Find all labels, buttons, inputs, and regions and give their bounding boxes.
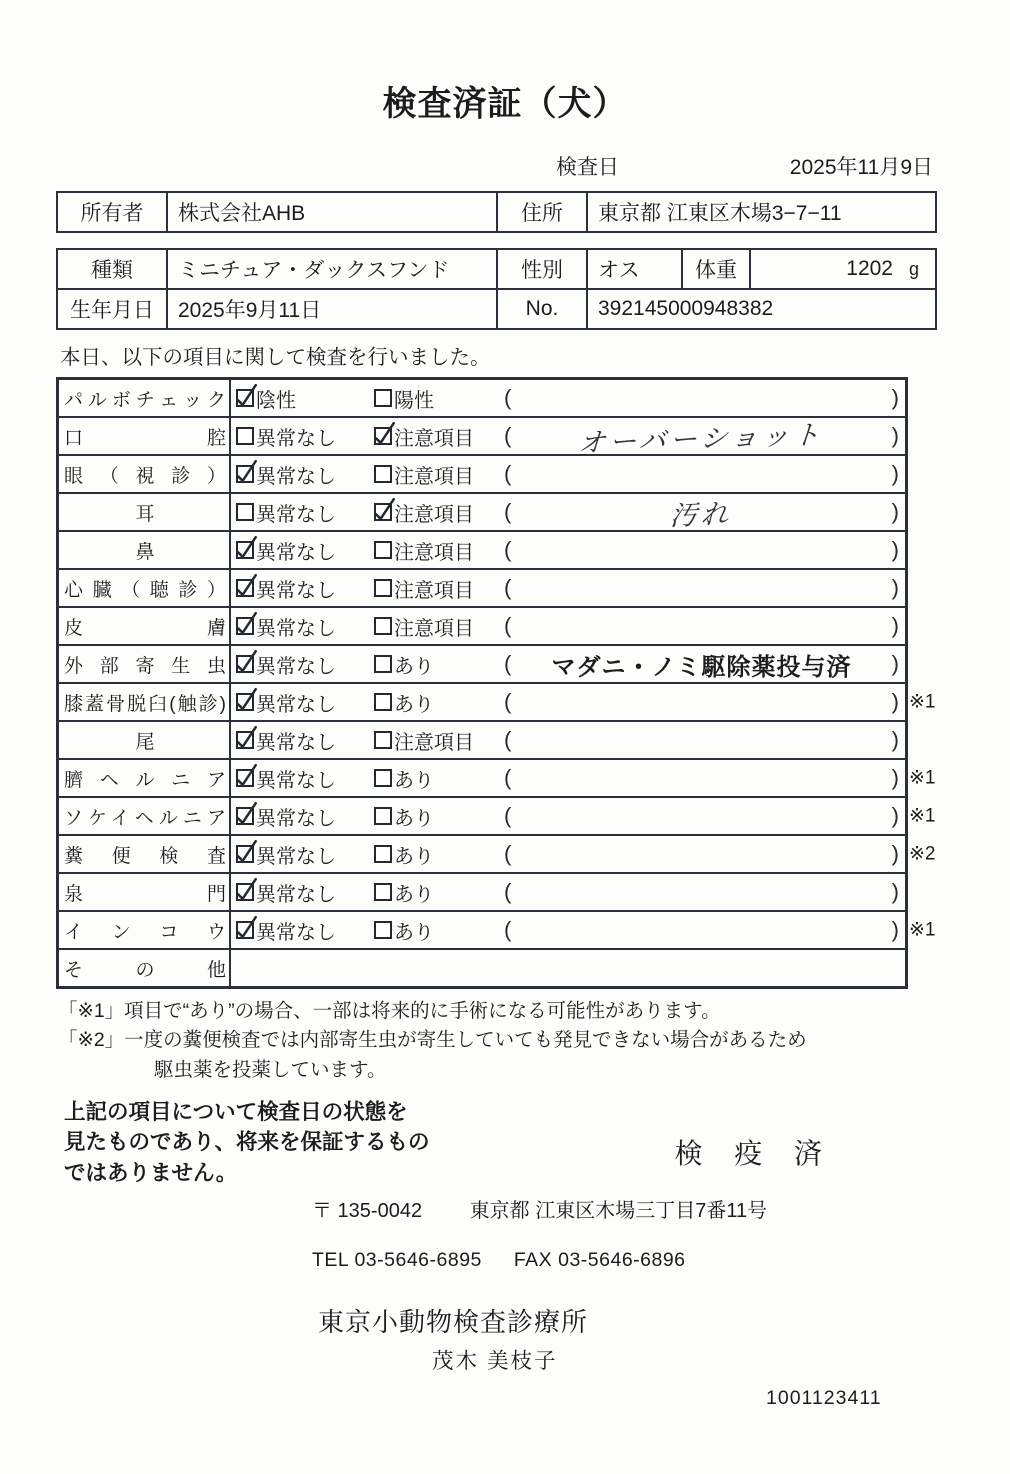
checklist-item-label-cell: [59, 798, 231, 834]
checkbox-icon: [236, 617, 254, 635]
option-2-label: あり: [394, 769, 434, 792]
option-1: [236, 726, 374, 755]
checklist-row: [59, 492, 905, 530]
option-2-label: 陽性: [394, 389, 434, 412]
option-2-label: あり: [394, 693, 434, 716]
checklist-item-label: 外部寄生虫: [64, 655, 226, 677]
checkmark-icon: [236, 725, 258, 749]
checklist-item-label-cell: [59, 722, 231, 758]
remarks-field: [502, 461, 905, 487]
serial-number: 1001123411: [766, 1387, 882, 1410]
checklist-item-label-cell: [59, 760, 231, 796]
option-2: [374, 498, 502, 527]
option-2-label: 注意項目: [394, 427, 474, 450]
footnote-2: 「※2」一度の糞便検査では内部寄生虫が寄生していても発見できない場合があるため: [58, 1029, 807, 1052]
disclaimer-line-1: 上記の項目について検査日の状態を: [64, 1099, 408, 1124]
option-1: [236, 574, 374, 603]
option-1: [236, 840, 374, 869]
option-1-label: 異常なし: [256, 465, 336, 488]
checklist-item-label: 口腔: [64, 427, 226, 449]
option-2: [374, 726, 502, 755]
close-paren: ): [891, 613, 899, 638]
option-1-label: 異常なし: [256, 579, 336, 602]
option-2: [374, 650, 502, 679]
checklist-row-body: [231, 494, 905, 530]
owner-row: [57, 192, 936, 232]
checkbox-icon: [374, 731, 392, 749]
checkmark-icon: [374, 497, 396, 521]
checklist-item-label-cell: [59, 912, 231, 948]
option-1: [236, 688, 374, 717]
checklist-row: [59, 568, 905, 606]
option-1: [236, 422, 374, 451]
weight-value-cell: [750, 249, 936, 289]
close-paren: ): [891, 917, 899, 942]
open-paren: (: [504, 651, 512, 676]
checklist-table: [56, 377, 936, 989]
option-1-label: 異常なし: [256, 845, 336, 868]
option-1-label: 異常なし: [256, 769, 336, 792]
option-2: [374, 802, 502, 831]
checklist-row: [59, 380, 905, 416]
checkbox-icon: [374, 807, 392, 825]
remarks-field: [502, 493, 905, 532]
option-2-label: 注意項目: [394, 731, 474, 754]
open-paren: (: [504, 917, 512, 942]
open-paren: (: [504, 385, 512, 410]
checklist-row-body: [231, 836, 905, 872]
checkmark-icon: [236, 763, 258, 787]
open-paren: (: [504, 841, 512, 866]
owner-label: 所有者: [57, 192, 167, 232]
close-paren: ): [891, 499, 899, 524]
checkmark-icon: [236, 687, 258, 711]
open-paren: (: [504, 803, 512, 828]
open-paren: (: [504, 537, 512, 562]
option-1-label: 陰性: [256, 389, 296, 412]
checklist-item-label-cell: [59, 684, 231, 720]
remarks-field: [502, 765, 905, 791]
option-1: [236, 612, 374, 641]
option-2: [374, 878, 502, 907]
option-1-label: 異常なし: [256, 541, 336, 564]
microchip-no-label: No.: [497, 289, 587, 329]
inspection-date-label: 検査日: [556, 156, 619, 179]
checklist-row-body: [231, 760, 905, 796]
option-2-label: あり: [394, 845, 434, 868]
inspection-date-row: [56, 151, 937, 181]
option-1: [236, 802, 374, 831]
disclaimer-line-3: ではありません。: [64, 1160, 238, 1185]
reference-mark: ※2: [909, 843, 936, 865]
option-2-label: あり: [394, 807, 434, 830]
checklist-item-label: インコウ: [64, 921, 226, 943]
clinic-tel: TEL 03-5646-6895: [312, 1249, 482, 1272]
checklist-row: [59, 834, 936, 872]
checklist-item-label: その他: [64, 959, 226, 981]
checklist-row-body: [231, 532, 905, 568]
checkmark-icon: [236, 535, 258, 559]
open-paren: (: [504, 575, 512, 600]
checklist-item-label-cell: [59, 608, 231, 644]
close-paren: ): [891, 423, 899, 448]
checkmark-icon: [236, 459, 258, 483]
checkmark-icon: [236, 839, 258, 863]
checklist-row: [59, 948, 905, 986]
checklist-row-body: [231, 380, 905, 416]
close-paren: ): [891, 689, 899, 714]
checkbox-icon: [236, 845, 254, 863]
option-2: [374, 460, 502, 489]
close-paren: ): [891, 651, 899, 676]
checklist-row-body: [231, 722, 905, 758]
microchip-no-value: 392145000948382: [587, 289, 936, 329]
remarks-field: [502, 647, 905, 682]
checkbox-icon: [374, 503, 392, 521]
birthdate-label: 生年月日: [57, 289, 167, 329]
open-paren: (: [504, 499, 512, 524]
option-1: [236, 764, 374, 793]
checkbox-icon: [374, 541, 392, 559]
clinic-name: 東京小動物検査診療所: [318, 1307, 589, 1338]
close-paren: ): [891, 575, 899, 600]
option-1-label: 異常なし: [256, 807, 336, 830]
checklist-item-label-cell: [59, 494, 231, 530]
close-paren: ): [891, 727, 899, 752]
option-2: [374, 536, 502, 565]
checkbox-icon: [236, 807, 254, 825]
checkbox-icon: [374, 883, 392, 901]
breed-label: 種類: [57, 249, 167, 289]
open-paren: (: [504, 727, 512, 752]
sex-value: オス: [587, 249, 682, 289]
checklist-row: [59, 682, 936, 720]
footnotes: [58, 997, 1010, 1085]
option-2: [374, 688, 502, 717]
weight-value: 1202: [846, 257, 893, 280]
option-1: [236, 498, 374, 527]
checklist-item-label: パルボチェック: [64, 389, 226, 411]
owner-value: 株式会社AHB: [167, 192, 497, 232]
animal-table: [56, 248, 937, 330]
remarks-text: マダニ・ノミ駆除薬投与済: [551, 653, 852, 681]
option-1: [236, 878, 374, 907]
checklist-item-label: 泉門: [64, 883, 226, 905]
checklist-row: [59, 454, 905, 492]
checklist-item-label-cell: [59, 570, 231, 606]
checkbox-icon: [236, 769, 254, 787]
checkmark-icon: [236, 383, 258, 407]
checklist-item-label-cell: [59, 836, 231, 872]
checkbox-icon: [374, 579, 392, 597]
close-paren: ): [891, 803, 899, 828]
checklist-item-label: ソケイヘルニア: [64, 807, 226, 829]
checklist-item-label: 膝蓋骨脱臼(触診): [64, 693, 226, 715]
checklist-row-body: [231, 798, 905, 834]
option-2: [374, 764, 502, 793]
checkmark-icon: [236, 877, 258, 901]
birthdate-value: 2025年9月11日: [167, 289, 497, 329]
option-2-label: 注意項目: [394, 617, 474, 640]
option-2-label: あり: [394, 883, 434, 906]
checkbox-icon: [374, 389, 392, 407]
close-paren: ): [891, 385, 899, 410]
clinic-fax: FAX 03-5646-6896: [513, 1249, 686, 1272]
reference-mark: ※1: [909, 767, 936, 789]
open-paren: (: [504, 423, 512, 448]
reference-mark: ※1: [909, 691, 936, 713]
checklist-row-body: [231, 456, 905, 492]
checklist-item-label-cell: [59, 646, 231, 682]
checkbox-icon: [236, 655, 254, 673]
option-1: [236, 460, 374, 489]
checkbox-icon: [236, 693, 254, 711]
checkmark-icon: [236, 801, 258, 825]
remarks-field: [502, 613, 905, 639]
checkbox-icon: [374, 921, 392, 939]
checklist-item-label: 糞便検査: [64, 845, 226, 867]
footnote-1: 「※1」項目で“あり”の場合、一部は将来的に手術になる可能性があります。: [58, 1000, 721, 1022]
address-label: 住所: [497, 192, 587, 232]
option-2: [374, 384, 502, 413]
open-paren: (: [504, 689, 512, 714]
checklist-row-body: [231, 646, 905, 682]
option-2: [374, 422, 502, 451]
option-1-label: 異常なし: [256, 921, 336, 944]
checklist-item-label-cell: [59, 418, 231, 454]
checkbox-icon: [374, 845, 392, 863]
checkbox-icon: [236, 541, 254, 559]
checkbox-icon: [236, 731, 254, 749]
option-2-label: 注意項目: [394, 465, 474, 488]
option-2-label: 注意項目: [394, 503, 474, 526]
clinic-address-line: [312, 1194, 1010, 1223]
checkmark-icon: [236, 915, 258, 939]
checklist-row: [59, 644, 905, 682]
checklist-item-label: 心臓（聴診）: [64, 579, 226, 601]
checkbox-icon: [236, 579, 254, 597]
reference-mark: ※1: [909, 805, 936, 827]
checklist-row: [59, 606, 905, 644]
checklist-item-label: 臍ヘルニア: [64, 769, 226, 791]
checkbox-icon: [374, 655, 392, 673]
close-paren: ): [891, 461, 899, 486]
animal-row-2: [57, 289, 936, 329]
open-paren: (: [504, 461, 512, 486]
checklist-row-body: [231, 874, 905, 910]
checklist-item-label-cell: [59, 380, 231, 416]
checkbox-icon: [374, 617, 392, 635]
address-value: 東京都 江東区木場3−7−11: [587, 192, 936, 232]
option-2-label: 注意項目: [394, 579, 474, 602]
option-1-label: 異常なし: [256, 731, 336, 754]
intro-text: 本日、以下の項目に関して検査を行いました。: [60, 346, 491, 369]
veterinarian-name: 茂木 美枝子: [432, 1349, 558, 1374]
option-2: [374, 574, 502, 603]
checkmark-icon: [374, 421, 396, 445]
checklist-row: [59, 872, 905, 910]
checkbox-icon: [236, 465, 254, 483]
checklist-item-label: 皮膚: [64, 617, 226, 639]
checklist-row: [59, 910, 936, 948]
open-paren: (: [504, 613, 512, 638]
disclaimer-statement: [64, 1097, 430, 1189]
checkbox-icon: [236, 503, 254, 521]
option-2-label: あり: [394, 655, 434, 678]
checklist-item-label: 眼（視診）: [64, 465, 226, 487]
close-paren: ): [891, 879, 899, 904]
sex-label: 性別: [497, 249, 587, 289]
option-2-label: 注意項目: [394, 541, 474, 564]
owner-table: [56, 191, 937, 233]
close-paren: ): [891, 537, 899, 562]
remarks-text: 汚れ: [669, 498, 734, 531]
option-1-label: 異常なし: [256, 883, 336, 906]
checkbox-icon: [374, 769, 392, 787]
remarks-field: [502, 727, 905, 753]
option-1-label: 異常なし: [256, 503, 336, 526]
option-2-label: あり: [394, 921, 434, 944]
checklist-row-body: [231, 608, 905, 644]
remarks-field: [502, 537, 905, 563]
checklist-item-label-cell: [59, 874, 231, 910]
checkmark-icon: [236, 611, 258, 635]
checklist-row-body: [231, 912, 905, 948]
checklist-row: [59, 416, 905, 458]
remarks-field: [502, 879, 905, 905]
option-2: [374, 916, 502, 945]
option-1: [236, 384, 374, 413]
clinic-address: 東京都 江東区木場三丁目7番11号: [469, 1200, 768, 1223]
checklist-row: [59, 720, 905, 758]
checkbox-icon: [236, 921, 254, 939]
option-1: [236, 916, 374, 945]
checklist-item-label: 鼻: [135, 541, 155, 563]
checkbox-icon: [236, 427, 254, 445]
quarantine-stamp: 検 疫 済: [674, 1138, 834, 1170]
option-2: [374, 612, 502, 641]
open-paren: (: [504, 765, 512, 790]
remarks-field: [502, 917, 905, 943]
checkmark-icon: [236, 649, 258, 673]
remarks-field: [502, 689, 905, 715]
option-1-label: 異常なし: [256, 617, 336, 640]
remarks-field: [502, 803, 905, 829]
checklist-row-body: [231, 570, 905, 606]
option-1-label: 異常なし: [256, 655, 336, 678]
remarks-field: [502, 385, 905, 411]
close-paren: ): [891, 841, 899, 866]
checklist-item-label: 尾: [135, 731, 155, 753]
statement-section: [64, 1097, 954, 1189]
postal-code: 〒 135-0042: [312, 1200, 423, 1223]
checklist-item-label: 耳: [135, 503, 155, 525]
remarks-field: [502, 575, 905, 601]
animal-row-1: [57, 249, 936, 289]
checkbox-icon: [236, 389, 254, 407]
option-2: [374, 840, 502, 869]
checklist-item-label-cell: [59, 950, 231, 986]
option-1: [236, 650, 374, 679]
reference-mark: ※1: [909, 919, 936, 941]
page-title: 検査済証（犬）: [382, 85, 628, 123]
footnote-2-continued: 駆虫薬を投薬しています。: [154, 1058, 387, 1081]
breed-value: ミニチュア・ダックスフンド: [167, 249, 497, 289]
clinic-contact-line: [312, 1249, 1010, 1272]
remarks-field: [502, 417, 905, 456]
open-paren: (: [504, 879, 512, 904]
checklist-row: [59, 530, 905, 568]
checklist-row: [59, 796, 936, 834]
option-1-label: 異常なし: [256, 427, 336, 450]
remarks-text: オーバーショット: [577, 419, 826, 458]
option-1-label: 異常なし: [256, 693, 336, 716]
checkmark-icon: [236, 573, 258, 597]
checkbox-icon: [374, 693, 392, 711]
checklist-item-label-cell: [59, 456, 231, 492]
checklist-row-body: [231, 950, 905, 986]
weight-label: 体重: [682, 249, 750, 289]
checklist-row-body: [231, 684, 905, 720]
remarks-field: [502, 841, 905, 867]
checklist-row: [59, 758, 936, 796]
disclaimer-line-2: 見たものであり、将来を保証するもの: [64, 1130, 430, 1155]
checklist-item-label-cell: [59, 532, 231, 568]
checkbox-icon: [236, 883, 254, 901]
inspection-date-value: 2025年11月9日: [789, 156, 933, 179]
checklist-row-body: [231, 418, 905, 458]
checkbox-icon: [374, 427, 392, 445]
option-1: [236, 536, 374, 565]
checkbox-icon: [374, 465, 392, 483]
weight-unit: g: [908, 259, 919, 279]
close-paren: ): [891, 765, 899, 790]
